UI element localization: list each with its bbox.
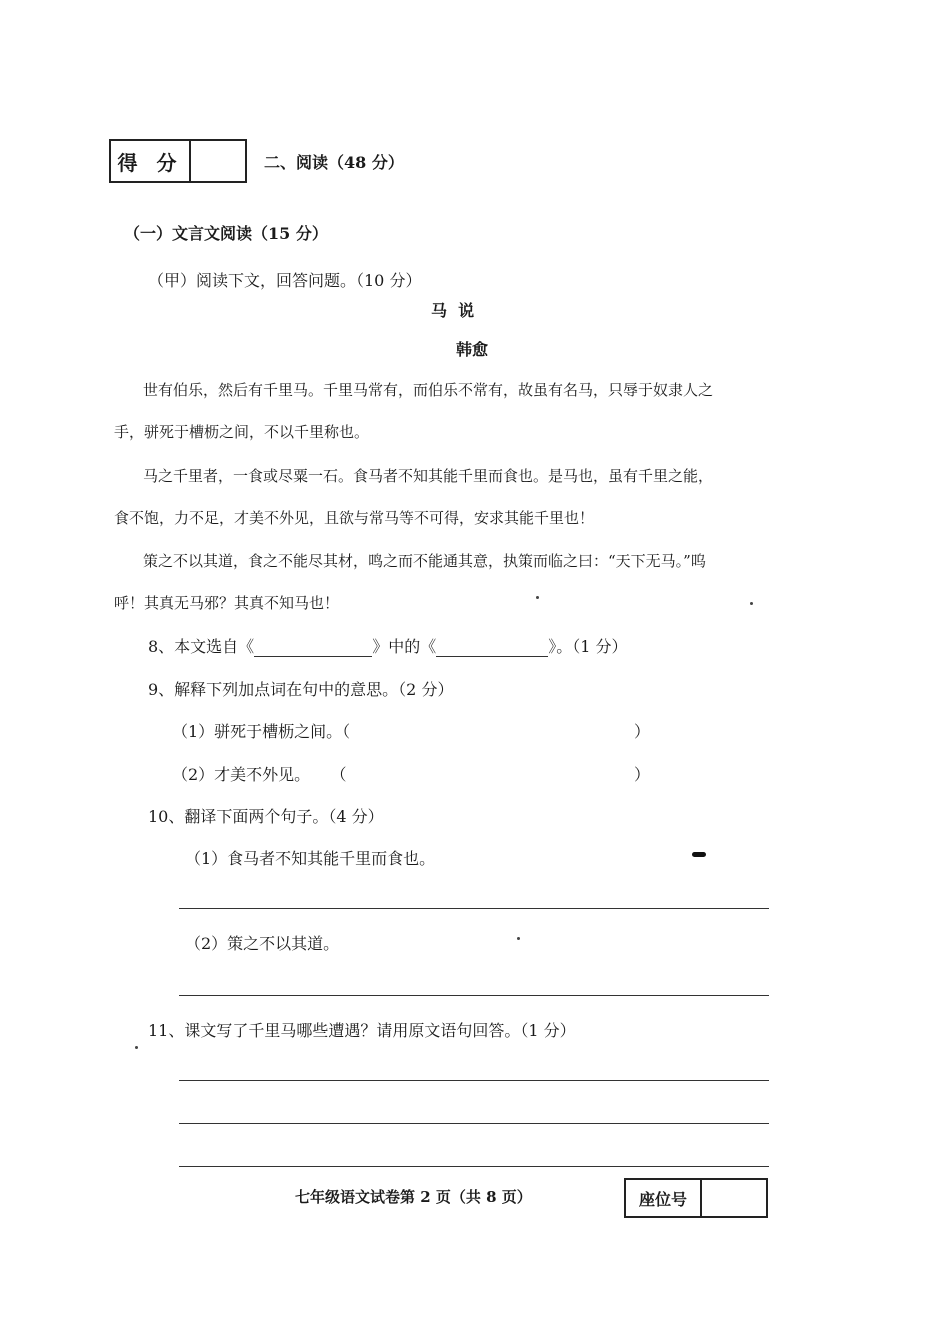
- q11-answer-line[interactable]: [179, 1080, 769, 1081]
- q8-chapter-blank[interactable]: [436, 638, 548, 657]
- scan-speck: [750, 602, 753, 605]
- seat-number-box: [624, 1178, 768, 1218]
- score-box: [109, 139, 247, 183]
- passage-line: 策之不以其道，食之不能尽其材，鸣之而不能通其意，执策而临之曰：“天下无马。”呜: [143, 552, 706, 570]
- q9-answer-1-field[interactable]: [355, 716, 627, 740]
- passage-line: 呼！其真无马邪？其真不知马也！: [114, 594, 340, 612]
- score-label: 得 分: [111, 141, 191, 181]
- passage-author: 韩愈: [456, 340, 489, 359]
- passage-line: 食不饱，力不足，才美不外见，且欲与常马等不可得，安求其能千里也！: [114, 509, 595, 527]
- q10-answer-line-1[interactable]: [179, 908, 769, 909]
- q9-item-1: （1）骈死于槽枥之间。（: [172, 722, 351, 741]
- q10-answer-line-2[interactable]: [179, 995, 769, 996]
- question-8: [148, 634, 627, 657]
- q9-answer-2-field[interactable]: [355, 759, 627, 783]
- q11-answer-line[interactable]: [179, 1166, 769, 1167]
- passage-title: 马 说: [431, 301, 475, 320]
- passage-line: 世有伯乐，然后有千里马。千里马常有，而伯乐不常有，故虽有名马，只辱于奴隶人之: [143, 381, 714, 399]
- q8-prefix: 8、本文选自《: [148, 637, 255, 656]
- q10-item-2: （2）策之不以其道。: [185, 934, 340, 953]
- q10-item-1: （1）食马者不知其能千里而食也。: [185, 849, 436, 868]
- q11-answer-line[interactable]: [179, 1123, 769, 1124]
- q8-suffix: 》。（1 分）: [548, 637, 628, 656]
- question-11-prompt: 11、课文写了千里马哪些遭遇？请用原文语句回答。（1 分）: [148, 1021, 576, 1040]
- scan-speck: [517, 937, 520, 940]
- question-10-prompt: 10、翻译下面两个句子。（4 分）: [148, 807, 384, 826]
- passage-line: 马之千里者，一食或尽粟一石。食马者不知其能千里而食也。是马也，虽有千里之能，: [143, 467, 714, 485]
- q8-book-blank[interactable]: [254, 638, 372, 657]
- question-9-prompt: 9、解释下列加点词在句中的意思。（2 分）: [148, 680, 454, 699]
- q9-item-2-close: ）: [634, 765, 651, 784]
- q9-item-1-close: ）: [634, 722, 651, 741]
- section-heading: 二、阅读（48 分）: [264, 153, 404, 172]
- seat-value-cell[interactable]: [702, 1180, 766, 1216]
- subsection-heading: （一）文言文阅读（15 分）: [124, 224, 328, 243]
- scan-speck: [536, 596, 539, 599]
- part-a-instruction: （甲）阅读下文，回答问题。（10 分）: [148, 271, 422, 290]
- page-footer: 七年级语文试卷第 2 页（共 8 页）: [295, 1188, 532, 1206]
- score-value-cell[interactable]: [191, 141, 245, 181]
- scan-mark: [692, 852, 706, 857]
- scan-speck: [135, 1046, 138, 1049]
- q9-item-2: （2）才美不外见。 （: [172, 765, 347, 784]
- q8-middle: 》中的《: [372, 637, 437, 656]
- seat-label: 座位号: [626, 1180, 702, 1216]
- passage-line: 手，骈死于槽枥之间，不以千里称也。: [114, 423, 370, 441]
